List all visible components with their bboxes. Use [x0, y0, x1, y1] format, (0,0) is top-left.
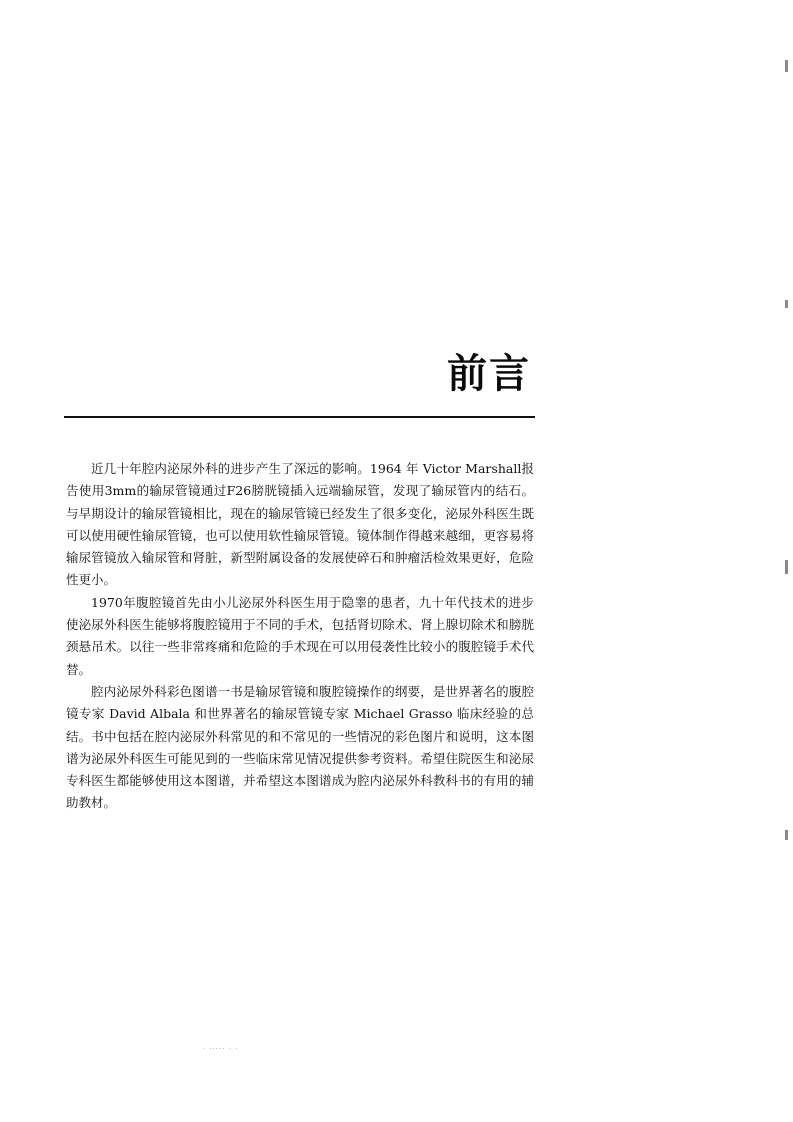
scan-edge-mark: [785, 60, 788, 72]
scan-artifact: · ····· · ·: [203, 1045, 239, 1053]
paragraph: 腔内泌尿外科彩色图谱一书是输尿管镜和腹腔镜操作的纲要，是世界著名的腹腔镜专家 David Albala 和世界著名的输尿管镜专家 Michael Grasso 临床经验的总结。书中包括在腔内泌尿外科常见的和不常见的一些情况的彩色图片和说明，这本图谱为泌尿外科医生可能见到的一些临床常见情况提供参考资料。希望住院医生和泌尿专科医生都能够使用这本图谱，并希望这本图谱成为腔内泌尿外科教科书的有用的辅助教材。: [66, 683, 534, 811]
heading-divider: [64, 416, 535, 418]
paragraph: 近几十年腔内泌尿外科的进步产生了深远的影响。1964 年 Victor Marshall报告使用3mm的输尿管镜通过F26膀胱镜插入远端输尿管，发现了输尿管内的结石。与早期设计的输尿管镜相比，现在的输尿管镜已经发生了很多变化，泌尿外科医生既可以使用硬性输尿管镜，也可以使用软性输尿管镜。镜体制作得越来越细，更容易将输尿管镜放入输尿管和肾脏，新型附属设备的发展使碎石和肿瘤活检效果更好，危险性更小。: [66, 461, 534, 588]
preface-body: [66, 458, 534, 815]
page-title: 前言: [447, 351, 531, 397]
scan-edge-mark: [785, 830, 788, 840]
paragraph: 1970年腹腔镜首先由小儿泌尿外科医生用于隐睾的患者，九十年代技术的进步使泌尿外科医生能够将腹腔镜用于不同的手术，包括肾切除术、肾上腺切除术和膀胱颈悬吊术。以往一些非常疼痛和危险的手术现在可以用侵袭性比较小的腹腔镜手术代替。: [66, 594, 534, 677]
scan-edge-mark: [785, 560, 788, 574]
scan-edge-mark: [785, 300, 788, 308]
